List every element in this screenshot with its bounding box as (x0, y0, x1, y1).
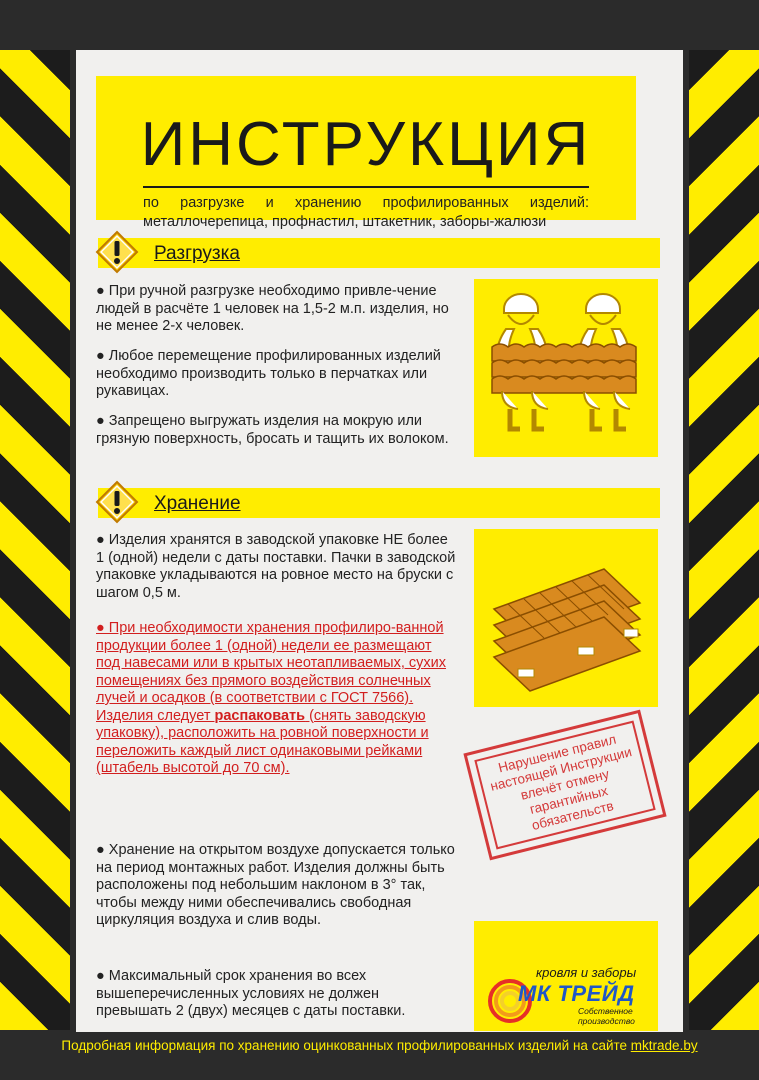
storage-warning-text: (снять заводскую упаковку), расположить на ровной поверхности и переложить каждый лист одинаковыми рейками (штабель высотой до 70 см). (96, 707, 429, 776)
page-title: ИНСТРУКЦИЯ (140, 110, 592, 179)
warranty-warning-stamp (463, 710, 666, 861)
workers-carrying-illustration (474, 279, 658, 457)
footer-text: Подробная информация по хранению оцинкованных профилированных изделий на сайте (61, 1038, 631, 1053)
storage-paragraph-warning (96, 620, 456, 778)
unloading-paragraph: ● Запрещено выгружать изделия на мокрую или грязную поверхность, бросать и тащить их волоком. (96, 413, 449, 447)
section-storage-header (98, 488, 660, 518)
footer (0, 1038, 759, 1053)
workers-carrying-icon (474, 279, 658, 457)
footer-website-link[interactable]: mktrade.by (630, 1038, 698, 1053)
section-storage-title: Хранение (154, 493, 241, 514)
storage-warning-bold: распаковать (214, 707, 306, 724)
logo-tagline: кровля и заборы (536, 965, 637, 980)
storage-paragraph: ● Хранение на открытом воздухе допускается только на период монтажных работ. Изделия должны быть расположены под небольшим наклоном в 3° так, чтобы между ними обеспечивались свободная циркуляция воздуха и слив воды. (96, 842, 455, 928)
unloading-paragraph: ● При ручной разгрузке необходимо привле-чение людей в расчёте 1 человек на 1,5-2 м.п. изделия, но не менее 2-х человек. (96, 283, 449, 334)
page-subtitle: по разгрузке и хранению профилированных изделий: металлочерепица, профнастил, штакетник, заборы-жалюзи (143, 195, 589, 230)
instruction-panel (76, 50, 683, 1032)
storage-warning-text: ● При необходимости хранения профилиро-ванной продукции более 1 (одной) недели ее размещают под навесами или в крытых неотапливаемых, сухих помещениях без прямого воздействия солнечных лучей и осадков (в соответствии с ГОСТ 7566). Изделия следует (96, 620, 447, 724)
logo-subtitle: Собственное производство (578, 1006, 635, 1026)
warning-icon (95, 230, 139, 274)
stacked-sheets-illustration (474, 529, 658, 707)
storage-paragraph: ● Максимальный срок хранения во всех вышеперечисленных условиях не должен превышать 2 (двух) месяцев с даты поставки. (96, 968, 406, 1019)
stamp-text: Нарушение правил настоящей Инструкции влечёт отмену гарантийных обязательств (488, 731, 634, 833)
unloading-paragraph: ● Любое перемещение профилированных изделий необходимо производить только в перчатках или рукавицах. (96, 348, 441, 399)
section-unloading-title: Разгрузка (154, 243, 240, 264)
warning-icon (95, 480, 139, 524)
title-box (96, 76, 636, 230)
storage-paragraph: ● Изделия хранятся в заводской упаковке НЕ более 1 (одной) недели с даты поставки. Пачки в заводской упаковке укладываются на ровное место на бруски с шагом 0,5 м. (96, 532, 456, 601)
section-unloading-header (98, 238, 660, 268)
stacked-roof-sheets-icon (474, 529, 658, 707)
warning-stripes-right (689, 50, 759, 1030)
warning-stripes-left (0, 50, 70, 1030)
logo-name: МК ТРЕЙД (518, 981, 635, 1006)
title-underline (143, 186, 589, 188)
logo-block (474, 921, 658, 1031)
